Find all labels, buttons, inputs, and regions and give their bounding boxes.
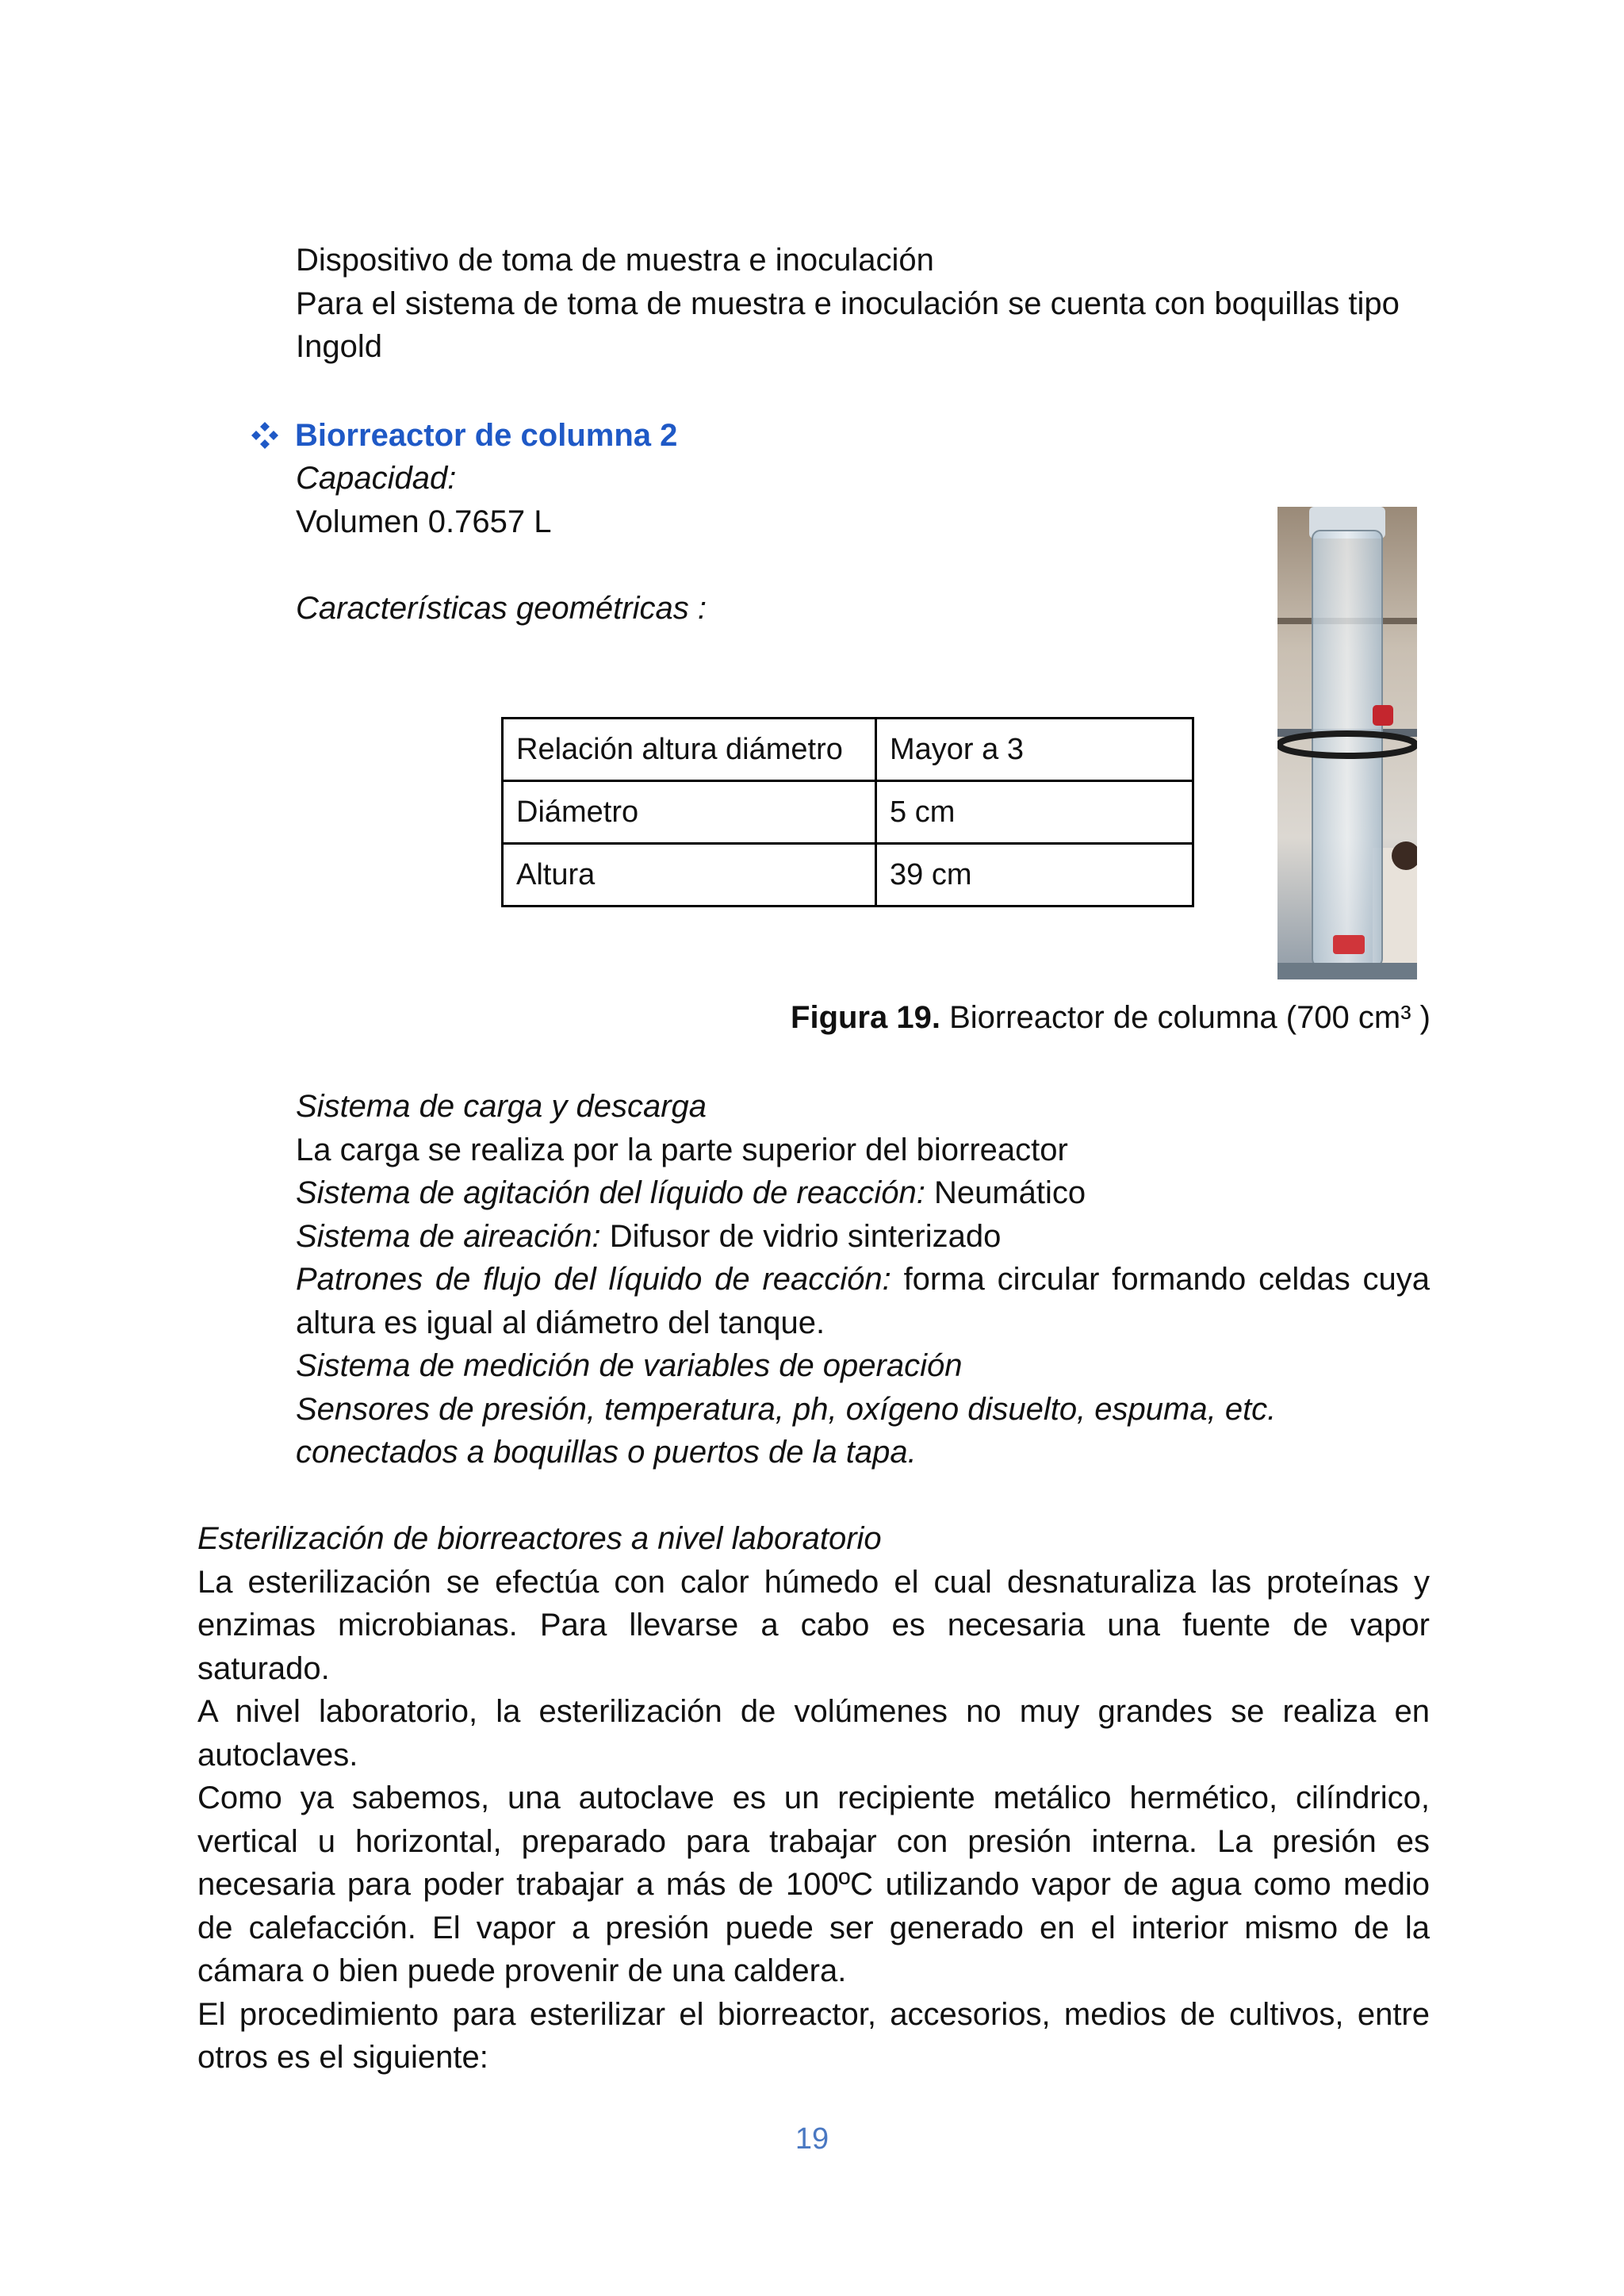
table-row bbox=[503, 781, 1193, 844]
flow-pattern-text-end: altura es igual al diámetro del tanque. bbox=[296, 1305, 825, 1340]
aeration-line bbox=[296, 1215, 1430, 1259]
operation-details bbox=[296, 1085, 1430, 1474]
measurement-system-label: Sistema de medición de variables de operación bbox=[296, 1348, 963, 1383]
figure-caption-text: Biorreactor de columna (700 cm³ ) bbox=[949, 1000, 1431, 1035]
sterilization-heading: Esterilización de biorreactores a nivel laboratorio bbox=[197, 1521, 882, 1556]
table-cell-property: Altura bbox=[503, 844, 876, 907]
figure-label: Figura 19. bbox=[791, 1000, 940, 1035]
paragraph-line: Como ya sabemos, una autoclave es un recipiente metálico hermético, cilíndrico, bbox=[197, 1780, 1430, 1815]
spacer bbox=[296, 543, 1089, 587]
table-row bbox=[503, 844, 1193, 907]
paragraph-line: otros es el siguiente: bbox=[197, 2040, 488, 2075]
bioreactor-photo bbox=[1277, 507, 1417, 979]
paragraph-line: A nivel laboratorio, la esterilización de volúmenes no muy grandes se realiza en bbox=[197, 1694, 1430, 1729]
paragraph-line: necesaria para poder trabajar a más de 100ºC utilizando vapor de agua como medio bbox=[197, 1867, 1430, 1902]
table-cell-value: Mayor a 3 bbox=[876, 719, 1193, 781]
table-cell-value: 5 cm bbox=[876, 781, 1193, 844]
table-cell-property: Diámetro bbox=[503, 781, 876, 844]
agitation-value: Neumático bbox=[933, 1175, 1086, 1210]
paragraph-line: saturado. bbox=[197, 1650, 330, 1686]
geometry-label: Características geométricas : bbox=[296, 590, 707, 626]
paragraph-line: de calefacción. El vapor a presión puede ser generado en el interior mismo de la bbox=[197, 1910, 1430, 1945]
paragraph-line: autoclaves. bbox=[197, 1737, 358, 1773]
capacity-block bbox=[296, 457, 1089, 630]
bioreactor-illustration bbox=[1277, 507, 1417, 979]
aeration-value: Difusor de vidrio sinterizado bbox=[609, 1218, 1002, 1254]
loading-system-label: Sistema de carga y descarga bbox=[296, 1089, 707, 1124]
paragraph-line: cámara o bien puede provenir de una caldera. bbox=[197, 1953, 847, 1988]
geometry-table bbox=[501, 717, 1194, 907]
paragraph-line: El procedimiento para esterilizar el biorreactor, accesorios, medios de cultivos, entre bbox=[197, 1996, 1430, 2032]
table-row bbox=[503, 719, 1193, 781]
loading-system-text: La carga se realiza por la parte superior del biorreactor bbox=[296, 1132, 1068, 1167]
flow-pattern-value: forma circular formando celdas cuya bbox=[903, 1262, 1430, 1297]
sampling-device-title: Dispositivo de toma de muestra e inoculación bbox=[296, 243, 934, 278]
sampling-device-block bbox=[296, 239, 1430, 369]
paragraph-line: vertical u horizontal, preparado para trabajar con presión interna. La presión es bbox=[197, 1823, 1430, 1859]
agitation-label: Sistema de agitación del líquido de reacción: bbox=[296, 1175, 925, 1210]
figure-caption bbox=[791, 996, 1431, 1039]
sensors-text-end: conectados a boquillas o puertos de la tapa. bbox=[296, 1435, 917, 1470]
section-title: Biorreactor de columna 2 bbox=[295, 418, 678, 453]
sterilization-section bbox=[197, 1517, 1430, 2079]
diamond-bullet-icon bbox=[247, 414, 282, 457]
sampling-device-text-end: Ingold bbox=[296, 329, 382, 364]
sensors-text: Sensores de presión, temperatura, ph, oxígeno disuelto, espuma, etc. bbox=[296, 1391, 1277, 1427]
agitation-line bbox=[296, 1171, 1430, 1215]
flow-pattern-label: Patrones de flujo del líquido de reacción: bbox=[296, 1262, 891, 1297]
paragraph-line: La esterilización se efectúa con calor húmedo el cual desnaturaliza las proteínas y bbox=[197, 1564, 1430, 1600]
table-cell-property: Relación altura diámetro bbox=[503, 719, 876, 781]
volume-value: Volumen 0.7657 L bbox=[296, 504, 552, 539]
table-cell-value: 39 cm bbox=[876, 844, 1193, 907]
flow-pattern-line bbox=[296, 1258, 1430, 1301]
page-number: 19 bbox=[795, 2122, 829, 2156]
aeration-label: Sistema de aireación: bbox=[296, 1218, 601, 1254]
sampling-device-text: Para el sistema de toma de muestra e inoculación se cuenta con boquillas tipo bbox=[296, 286, 1400, 321]
paragraph-line: enzimas microbianas. Para llevarse a cabo es necesaria una fuente de vapor bbox=[197, 1608, 1430, 1642]
capacity-label: Capacidad: bbox=[296, 461, 457, 496]
